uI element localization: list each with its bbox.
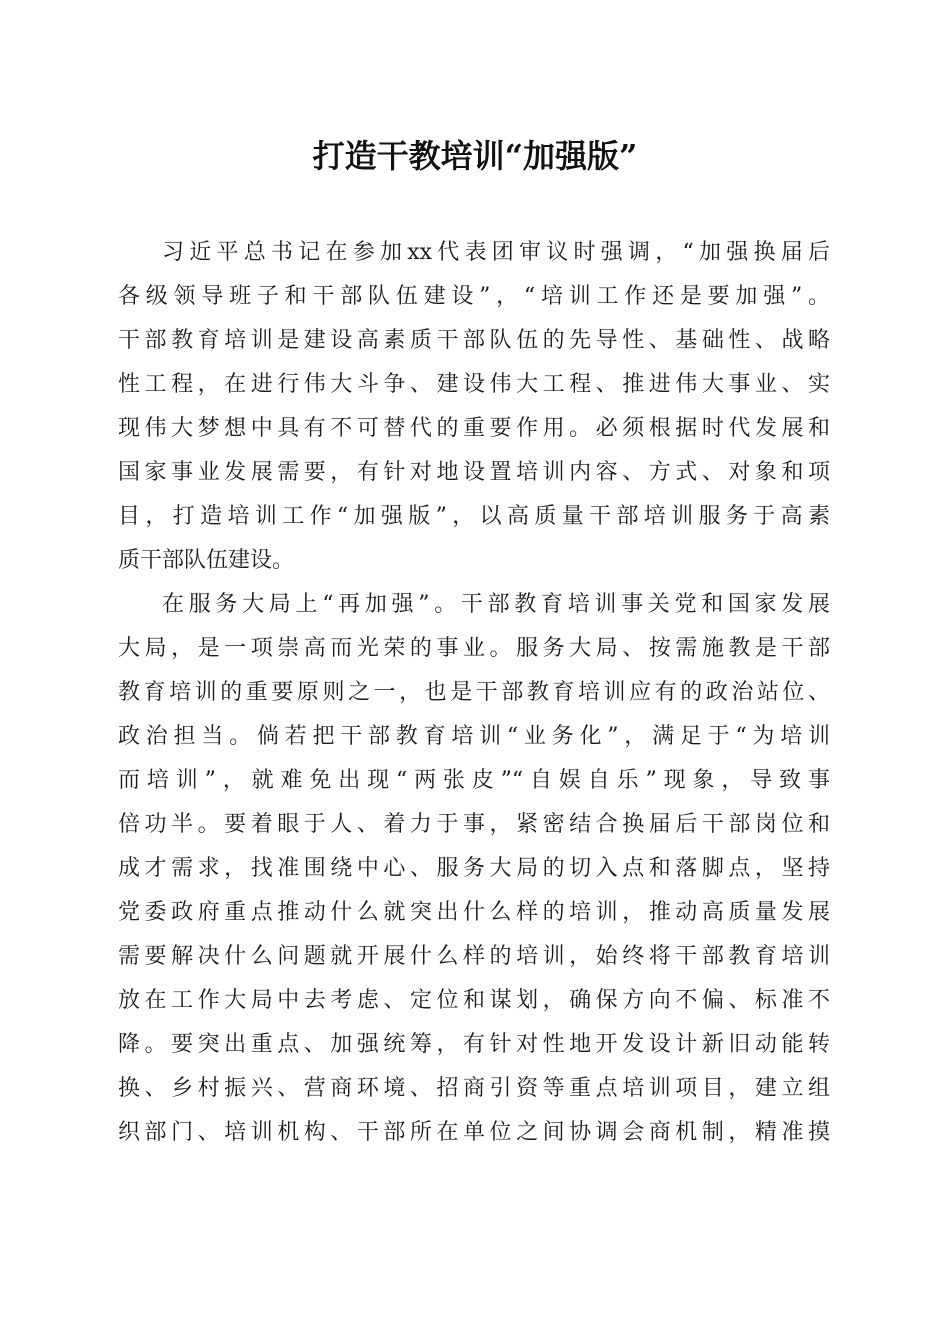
- paragraph-line: 国家事业发展需要，有针对地设置培训内容、方式、对象和项: [118, 460, 830, 485]
- paragraph-line: 而培训”，就难免出现“两张皮”“自娱自乐”现象，导致事: [118, 768, 830, 793]
- paragraph-line: 需要解决什么问题就开展什么样的培训，始终将干部教育培训: [118, 944, 830, 969]
- paragraph-line: 质干部队伍建设。: [118, 548, 295, 573]
- paragraph-line: 在服务大局上“再加强”。干部教育培训事关党和国家发展: [162, 592, 830, 617]
- paragraph-line: 放在工作大局中去考虑、定位和谋划，确保方向不偏、标准不: [118, 988, 830, 1013]
- paragraph-line: 降。要突出重点、加强统筹，有针对性地开发设计新旧动能转: [118, 1032, 830, 1057]
- paragraph-line: 习近平总书记在参加xx代表团审议时强调，“加强换届后: [162, 240, 830, 265]
- paragraph-line: 成才需求，找准围绕中心、服务大局的切入点和落脚点，坚持: [118, 856, 830, 881]
- paragraph-2: [118, 583, 830, 1155]
- paragraph-line: 大局，是一项崇高而光荣的事业。服务大局、按需施教是干部: [118, 636, 830, 661]
- paragraph-line: 党委政府重点推动什么就突出什么样的培训，推动高质量发展: [118, 900, 830, 925]
- paragraph-1: [118, 231, 830, 583]
- paragraph-line: 目，打造培训工作“加强版”，以高质量干部培训服务于高素: [118, 504, 830, 529]
- paragraph-line: 换、乡村振兴、营商环境、招商引资等重点培训项目，建立组: [118, 1076, 830, 1101]
- paragraph-line: 性工程，在进行伟大斗争、建设伟大工程、推进伟大事业、实: [118, 372, 830, 397]
- paragraph-line: 教育培训的重要原则之一，也是干部教育培训应有的政治站位、: [118, 680, 830, 705]
- paragraph-line: 各级领导班子和干部队伍建设”，“培训工作还是要加强”。: [118, 284, 830, 309]
- paragraph-line: 织部门、培训机构、干部所在单位之间协调会商机制，精准摸: [118, 1120, 830, 1145]
- paragraph-line: 倍功半。要着眼于人、着力于事，紧密结合换届后干部岗位和: [118, 812, 830, 837]
- paragraph-line: 干部教育培训是建设高素质干部队伍的先导性、基础性、战略: [118, 328, 830, 353]
- paragraph-line: 现伟大梦想中具有不可替代的重要作用。必须根据时代发展和: [118, 416, 830, 441]
- paragraph-line: 政治担当。倘若把干部教育培训“业务化”，满足于“为培训: [118, 724, 830, 749]
- document-title: 打造干教培训“加强版”: [312, 137, 638, 175]
